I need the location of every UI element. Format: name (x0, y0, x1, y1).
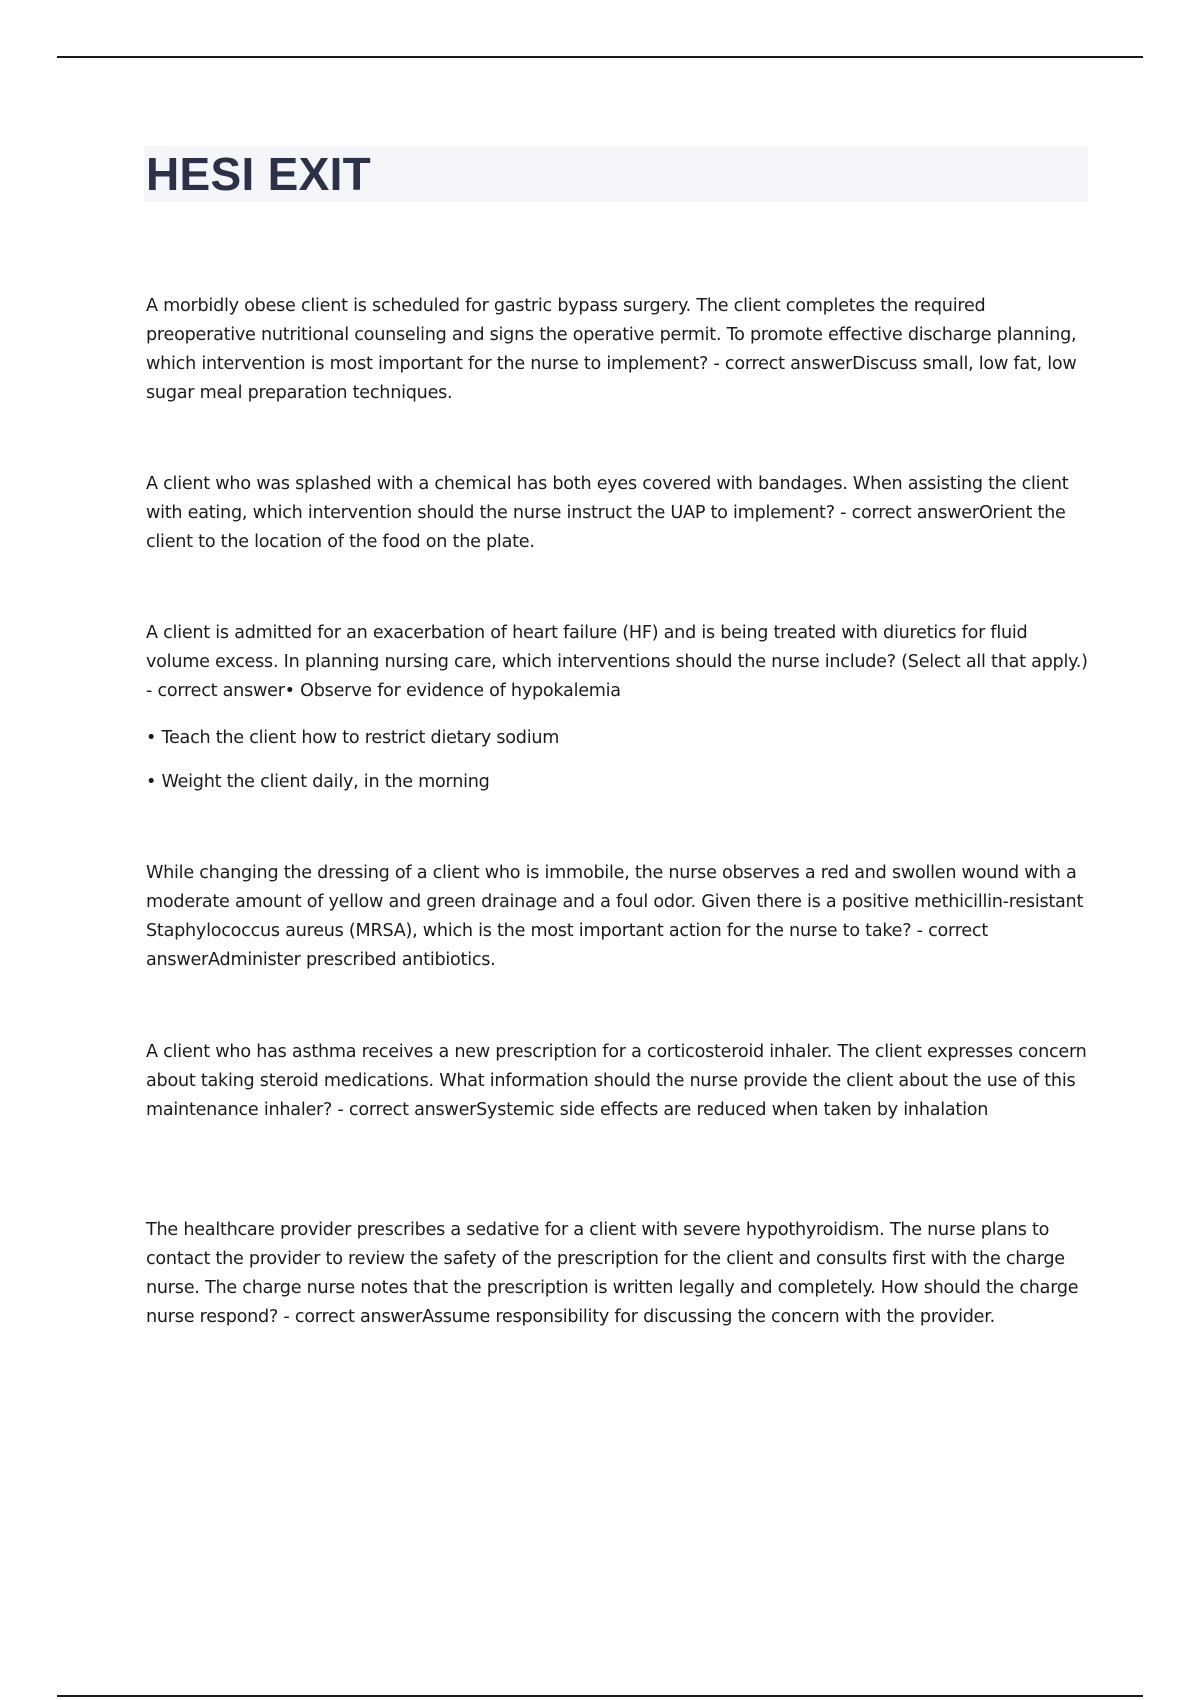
document-title: HESI EXIT (146, 148, 372, 200)
question-3: A client is admitted for an exacerbation of heart failure (HF) and is being treated with diuretics for fluid volume excess. In planning nursing care, which interventions should the nurse include? (Select all that apply.) - correct answer• Observe for evidence of hypokalemia (146, 623, 1088, 701)
question-3-bullet-2: • Weight the client daily, in the morning (146, 772, 490, 792)
question-1: A morbidly obese client is scheduled for gastric bypass surgery. The client completes the required preoperative nutritional counseling and signs the operative permit. To promote effective discharge planning, which intervention is most important for the nurse to implement? - correct answerDiscuss small, low fat, low sugar meal preparation techniques. (146, 296, 1077, 403)
top-divider (57, 56, 1143, 58)
question-6: The healthcare provider prescribes a sedative for a client with severe hypothyroidism. The nurse plans to contact the provider to review the safety of the prescription for the client and consults first with the charge nurse. The charge nurse notes that the prescription is written legally and completely. How should the charge nurse respond? - correct answerAssume responsibility for discussing the concern with the provider. (146, 1220, 1079, 1327)
question-5: A client who has asthma receives a new prescription for a corticosteroid inhaler. The client expresses concern about taking steroid medications. What information should the nurse provide the client about the use of this maintenance inhaler? - correct answerSystemic side effects are reduced when taken by inhalation (146, 1042, 1087, 1120)
bottom-divider (57, 1695, 1143, 1697)
question-2: A client who was splashed with a chemical has both eyes covered with bandages. When assisting the client with eating, which intervention should the nurse instruct the UAP to implement? - correct answerOrient the client to the location of the food on the plate. (146, 474, 1069, 552)
question-3-bullet-1: • Teach the client how to restrict dietary sodium (146, 728, 560, 748)
question-4: While changing the dressing of a client who is immobile, the nurse observes a red and swollen wound with a moderate amount of yellow and green drainage and a foul odor. Given there is a positive methicillin-resistant Staphylococcus aureus (MRSA), which is the most important action for the nurse to take? - correct answerAdminister prescribed antibiotics. (146, 863, 1084, 970)
